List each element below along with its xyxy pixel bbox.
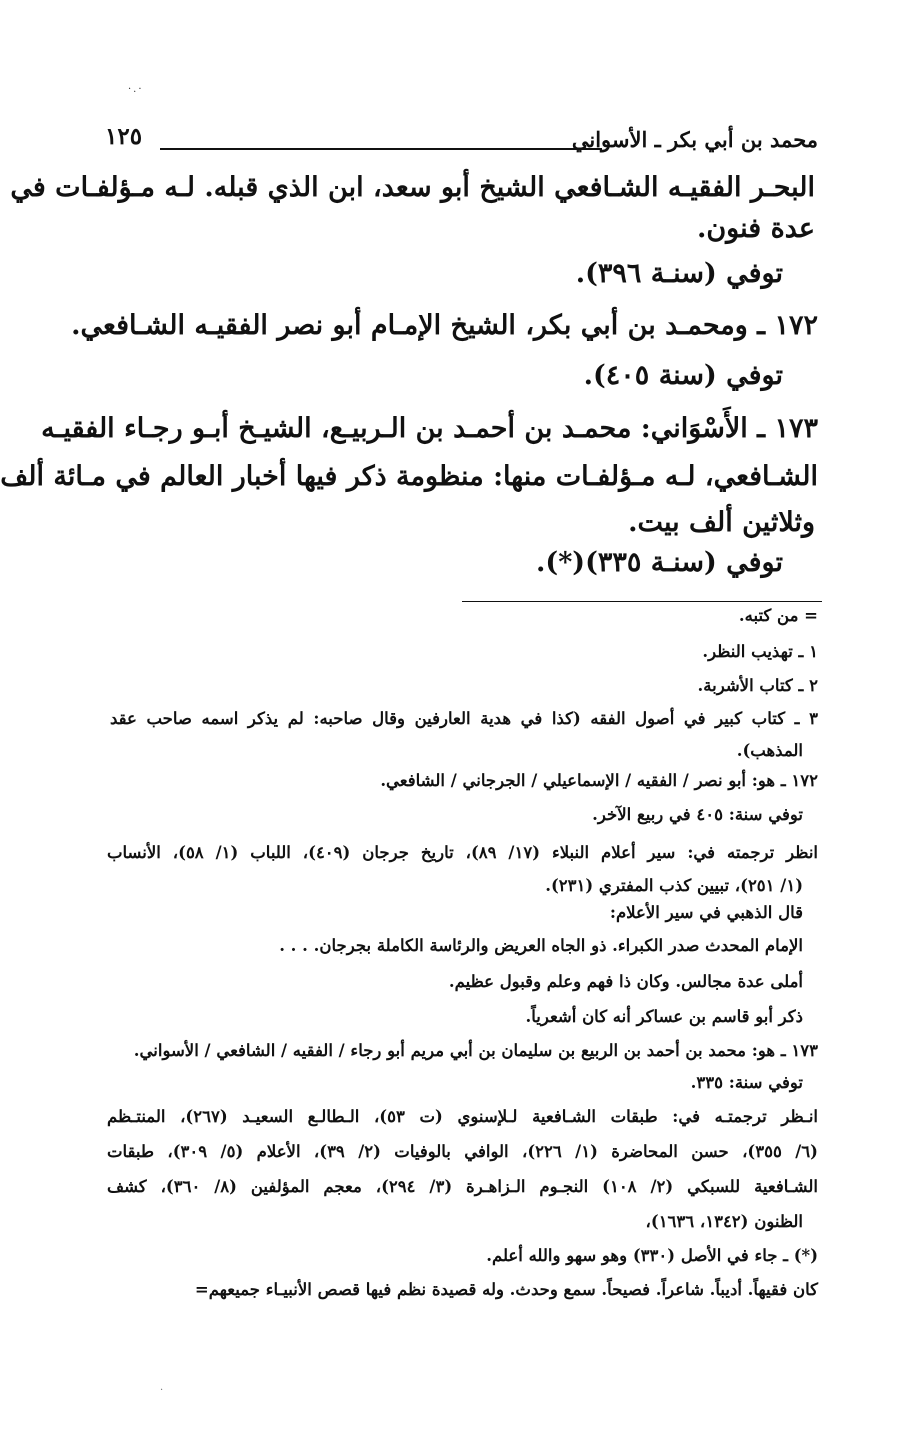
main-line-1: البحـر الفقيـه الشـافعي الشيخ أبو سعد، ابن الذي قبله. لـه مـؤلفـات في bbox=[10, 172, 815, 203]
scan-speck-bottom: · bbox=[160, 1385, 164, 1396]
entry-173-death: توفي (سنـة ٣٣٥)(*). bbox=[536, 547, 783, 578]
footnote-line-1: = من كتبه. bbox=[738, 606, 818, 625]
entry-172-death: توفي (سنة ٤٠٥). bbox=[583, 360, 783, 391]
footnote-172-quote-3: ذكر أبو قاسم بن عساكر أنه كان أشعرياً. bbox=[525, 1007, 803, 1026]
entry-173-line-1: ١٧٣ ـ الأَسْوَاني: محمـد بن أحمـد بن الـربيـع، الشيـخ أبـو رجـاء الفقيـه bbox=[41, 413, 818, 444]
footnote-172-dhahabi: قال الذهبي في سير الأعلام: bbox=[609, 903, 803, 922]
header-rule bbox=[160, 148, 602, 150]
footnote-line-4: ٣ ـ كتاب كبير في أصول الفقه (كذا في هدية العارفين وقال صاحبه: لم يذكر اسمه صاحب عقد bbox=[110, 709, 818, 728]
main-line-2: عدة فنون. bbox=[696, 213, 815, 244]
footnote-173-sources-3: الشـافعية للسبكي (٢/ ١٠٨) النجـوم الـزاهـرة (٣/ ٢٩٤)، معجم المؤلفين (٨/ ٣٦٠)، كشف bbox=[107, 1177, 818, 1196]
page-number: ١٢٥ bbox=[105, 123, 143, 150]
footnote-173-sources-2: (٦/ ٣٥٥)، حسن المحاضرة (١/ ٢٢٦)، الوافي بالوفيات (٢/ ٣٩)، الأعلام (٥/ ٣٠٩)، طبقات bbox=[107, 1142, 818, 1161]
footnote-172-death: توفي سنة: ٤٠٥ في ربيع الآخر. bbox=[592, 805, 803, 824]
footnote-173-name: ١٧٣ ـ هو: محمد بن أحمد بن الربيع بن سليمان بن أبي مريم أبو رجاء / الفقيه / الشافعي / الأسواني. bbox=[133, 1041, 818, 1060]
footnote-172-quote-2: أملى عدة مجالس. وكان ذا فهم وعلم وقبول عظيم. bbox=[448, 972, 803, 991]
footnote-172-sources-2: (١/ ٢٥١)، تبيين كذب المفتري (٢٣١). bbox=[545, 876, 803, 895]
footnote-line-3: ٢ ـ كتاب الأشربة. bbox=[697, 676, 818, 695]
footnote-continuation: كان فقيهاً. أديباً. شاعراً. فصيحاً. سمع وحدث. وله قصيدة نظم فيها قصص الأنبيـاء جميعهم= bbox=[194, 1280, 818, 1299]
footnote-173-sources-1: انـظر ترجمتـه في: طبقات الشـافعية لـلإسنوي (ت ٥٣)، الـطالـع السعيـد (٢٦٧)، المنتـظم bbox=[107, 1107, 819, 1126]
footnote-rule bbox=[462, 601, 822, 602]
scan-speck: ·.· bbox=[128, 84, 144, 95]
entry-172-line: ١٧٢ ـ ومحمـد بن أبي بكر، الشيخ الإمـام أبو نصر الفقيـه الشـافعي. bbox=[71, 310, 818, 341]
footnote-173-sources-4: الظنون (١٣٤٢، ١٦٣٦)، bbox=[645, 1212, 803, 1231]
entry-173-line-2: الشـافعي، لـه مـؤلفـات منها: منظومة ذكر فيها أخبار العالم في مـائة ألف bbox=[0, 461, 818, 492]
footnote-172-sources-1: انظر ترجمته في: سير أعلام النبلاء (١٧/ ٨٩)، تاريخ جرجان (٤٠٩)، اللباب (١/ ٥٨)، الأنساب bbox=[107, 843, 818, 862]
entry-173-line-3: وثلاثين ألف بيت. bbox=[628, 507, 815, 538]
footnote-173-death: توفي سنة: ٣٣٥. bbox=[690, 1073, 803, 1092]
footnote-asterisk: (*) ـ جاء في الأصل (٣٣٠) وهو سهو والله أعلم. bbox=[486, 1246, 818, 1265]
footnote-172-quote-1: الإمام المحدث صدر الكبراء. ذو الجاه العريض والرئاسة الكاملة بجرجان. . . . bbox=[279, 936, 803, 955]
running-header-title: محمد بن أبي بكر ـ الأسواني bbox=[571, 127, 818, 152]
footnote-line-2: ١ ـ تهذيب النظر. bbox=[702, 642, 818, 661]
main-line-3: توفي (سنـة ٣٩٦). bbox=[575, 258, 783, 289]
footnote-line-5: المذهب). bbox=[736, 741, 803, 760]
footnote-172-name: ١٧٢ ـ هو: أبو نصر / الفقيه / الإسماعيلي / الجرجاني / الشافعي. bbox=[380, 771, 818, 790]
